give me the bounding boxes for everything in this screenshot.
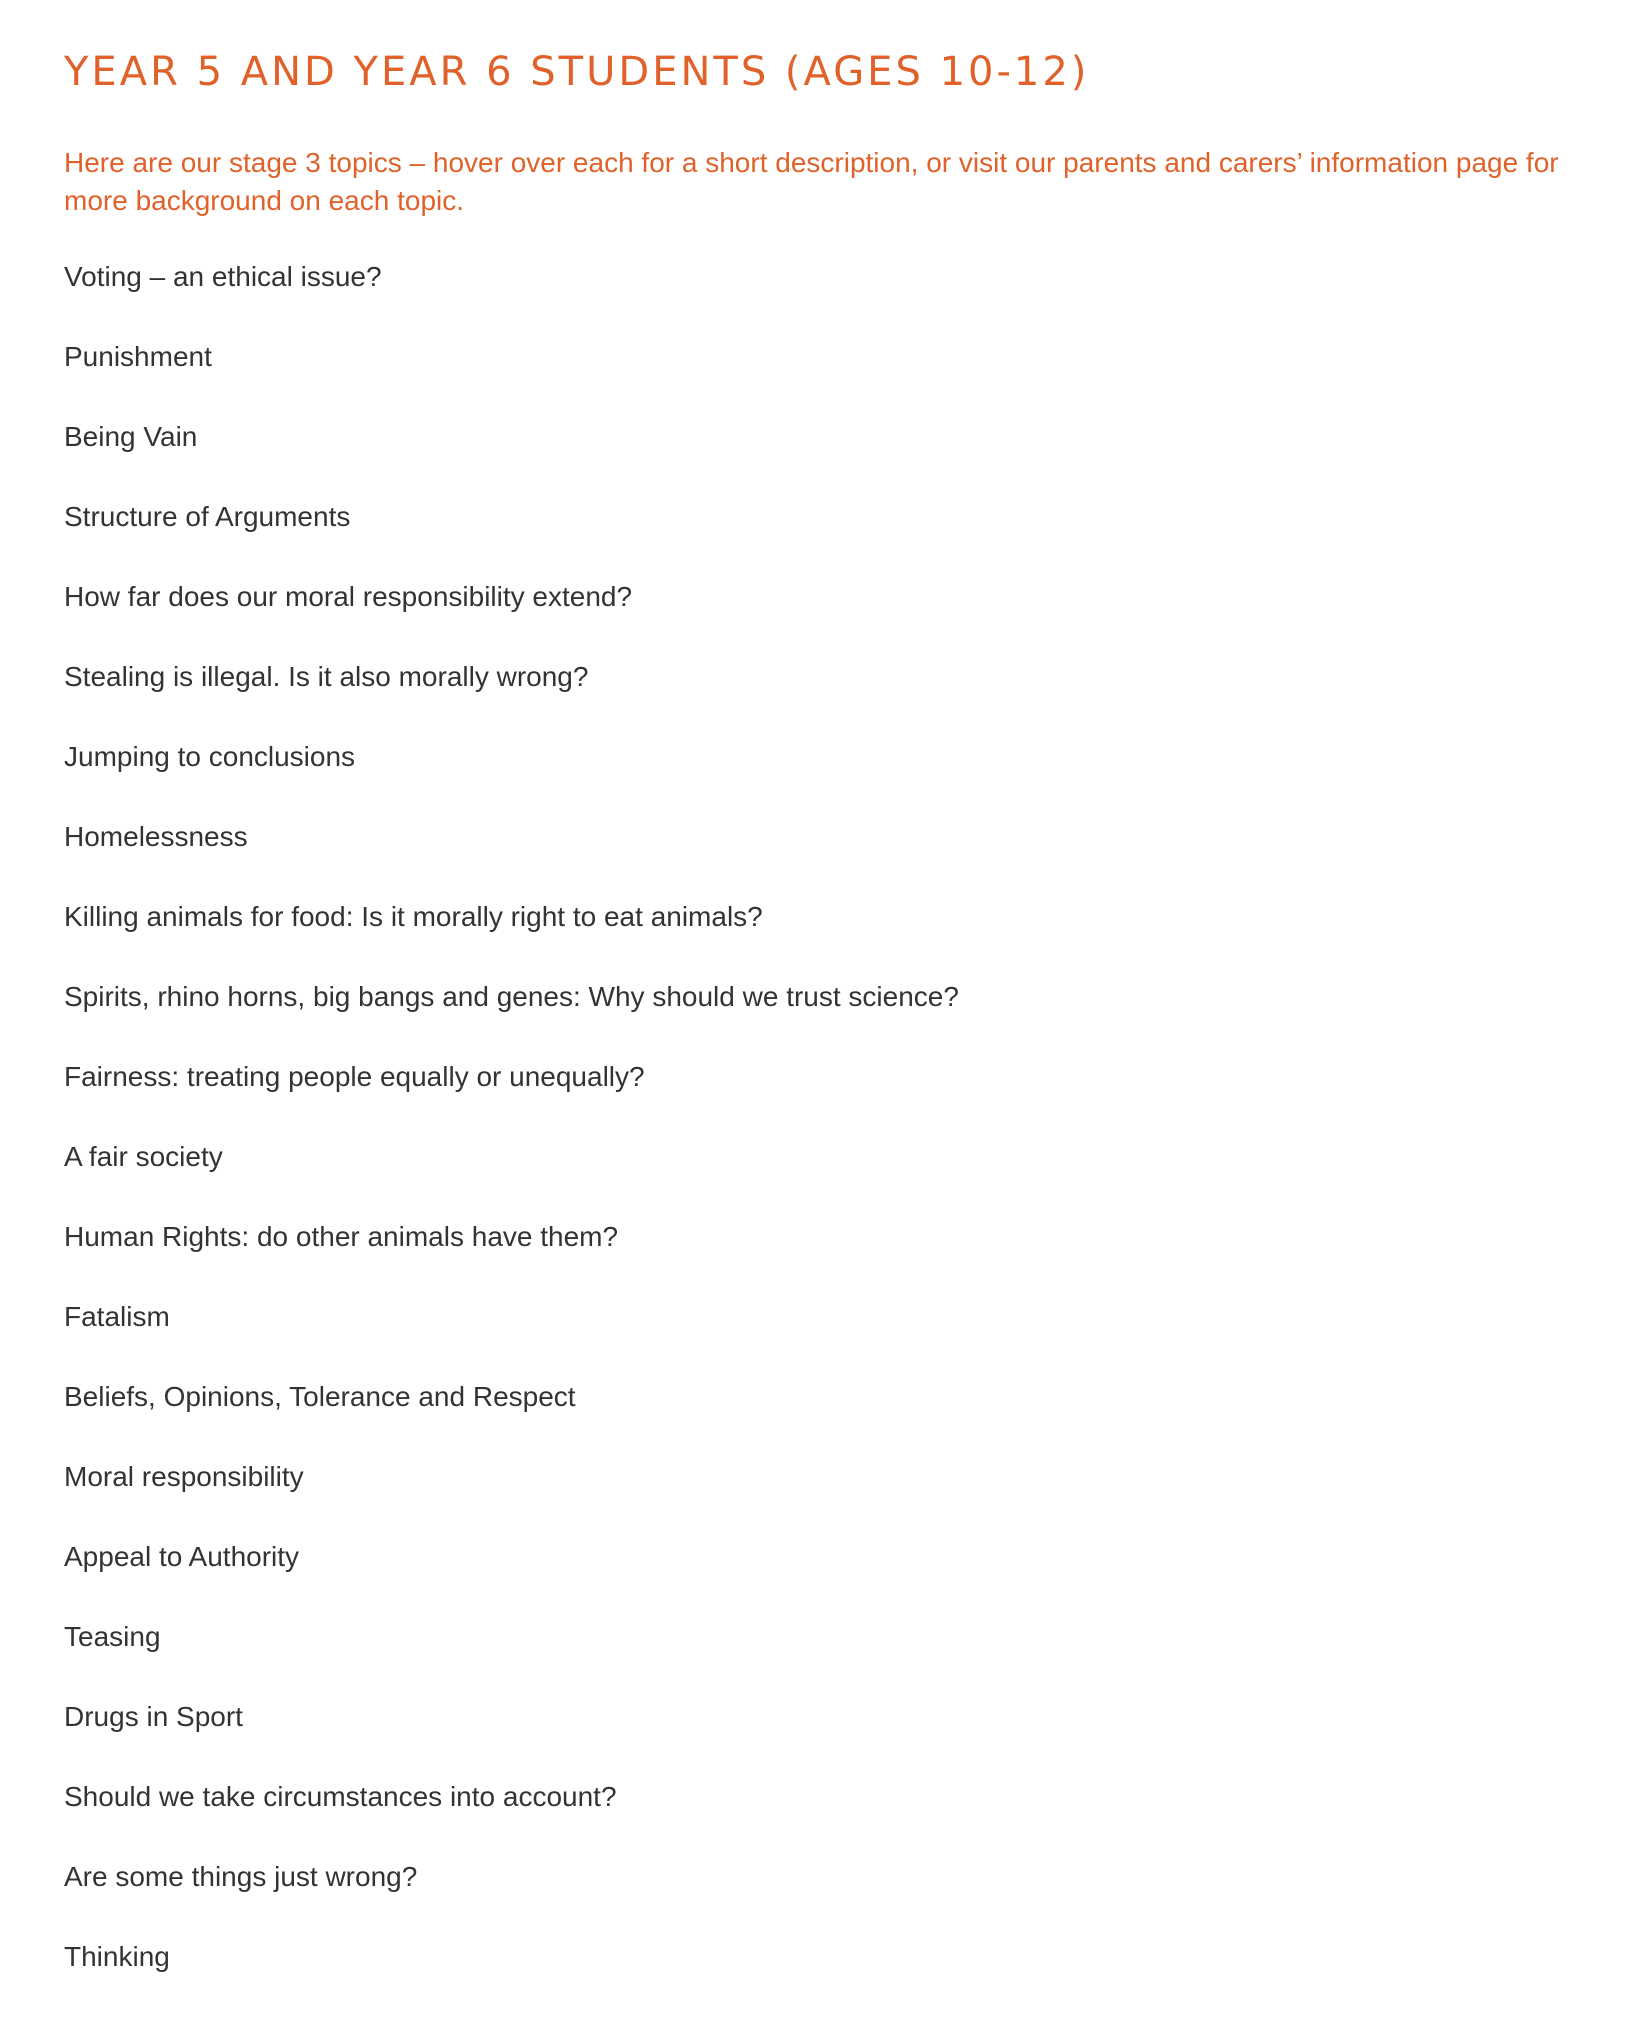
- topic-item[interactable]: Beliefs, Opinions, Tolerance and Respect: [64, 1381, 576, 1412]
- topic-item[interactable]: How far does our moral responsibility extend?: [64, 581, 633, 612]
- topic-list: [64, 257, 959, 2017]
- topic-item[interactable]: A fair society: [64, 1141, 223, 1172]
- topic-item[interactable]: Should we take circumstances into account?: [64, 1781, 617, 1812]
- topic-item[interactable]: Moral responsibility: [64, 1461, 304, 1492]
- topic-item[interactable]: Stealing is illegal. Is it also morally wrong?: [64, 661, 589, 692]
- topic-item[interactable]: Spirits, rhino horns, big bangs and genes: Why should we trust science?: [64, 981, 959, 1012]
- topic-item[interactable]: Drugs in Sport: [64, 1701, 243, 1732]
- page-title: YEAR 5 AND YEAR 6 STUDENTS (AGES 10-12): [64, 49, 1090, 95]
- topic-item[interactable]: Appeal to Authority: [64, 1541, 300, 1572]
- topic-item[interactable]: Are some things just wrong?: [64, 1861, 418, 1892]
- topic-item[interactable]: Fairness: treating people equally or unequally?: [64, 1061, 645, 1092]
- topic-item[interactable]: Human Rights: do other animals have them?: [64, 1221, 619, 1252]
- topic-item[interactable]: Killing animals for food: Is it morally right to eat animals?: [64, 901, 763, 932]
- topic-item[interactable]: Homelessness: [64, 821, 248, 852]
- topic-item[interactable]: Teasing: [64, 1621, 161, 1652]
- intro-text: Here are our stage 3 topics – hover over each for a short description, or visit our parents and carers’ information page for more background on each topic.: [64, 147, 1559, 216]
- topic-item[interactable]: Voting – an ethical issue?: [64, 261, 382, 292]
- topic-item[interactable]: Jumping to conclusions: [64, 741, 356, 772]
- topic-item[interactable]: Being Vain: [64, 421, 198, 452]
- topic-item[interactable]: Fatalism: [64, 1301, 170, 1332]
- topic-item[interactable]: Thinking: [64, 1941, 170, 1972]
- topic-item[interactable]: Structure of Arguments: [64, 501, 351, 532]
- topic-item[interactable]: Punishment: [64, 341, 212, 372]
